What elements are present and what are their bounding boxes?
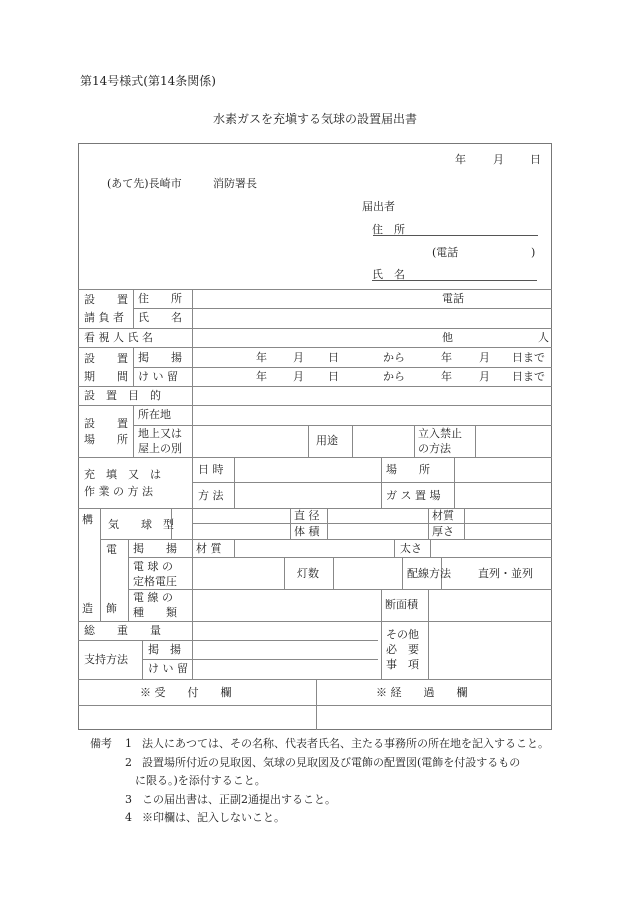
label-notes-items-3-text: ※印欄は、記入しないこと。 bbox=[142, 811, 285, 824]
table-rule bbox=[352, 425, 353, 457]
label-table-contractor-address: 住 所 bbox=[138, 292, 182, 305]
label-table-support-moor: け い 留 bbox=[148, 662, 188, 675]
table-rule bbox=[78, 621, 552, 622]
form-number: 第14号様式(第14条関係) bbox=[80, 74, 216, 88]
label-table-structure-material: 材質 bbox=[432, 509, 454, 522]
label-table-period-rows-1-y1: 年 bbox=[256, 370, 267, 383]
label-table-total-weight: 総 重 量 bbox=[84, 624, 161, 637]
label-table-period-rows-0-d1: 日 bbox=[328, 351, 339, 364]
table-rule bbox=[78, 328, 552, 329]
table-rule bbox=[192, 482, 552, 483]
table-rule bbox=[133, 425, 552, 426]
label-table-watcher-label: 看 視 人 氏 名 bbox=[84, 331, 153, 344]
table-rule bbox=[100, 539, 552, 540]
label-notes-items-0-text: 法人にあつては、その名称、代表者氏名、主たる事務所の所在地を記入すること。 bbox=[142, 737, 549, 750]
label-table-contractor-label2: 請 負 者 bbox=[84, 311, 124, 324]
table-rule bbox=[78, 405, 552, 406]
label-notes-items-0-num: 1 bbox=[125, 737, 132, 750]
label-table-structure-bulb1: 電 球 の bbox=[133, 560, 173, 573]
reception-column: ※ 受 付 欄 bbox=[140, 686, 232, 699]
phone-label: (電話 bbox=[432, 246, 459, 259]
label-table-location-ground-or-roof1: 地上又は bbox=[138, 427, 182, 440]
label-table-location-restrict2: の方法 bbox=[418, 442, 451, 455]
table-rule bbox=[414, 425, 415, 457]
phone-close: ) bbox=[531, 246, 536, 259]
table-rule bbox=[192, 289, 193, 679]
label-table-period-rows-0-label: 掲 揚 bbox=[138, 351, 182, 364]
label-table-period-rows-0-y1: 年 bbox=[256, 351, 267, 364]
label-table-contractor-name: 氏 名 bbox=[138, 311, 182, 324]
addressee: (あて先)長崎市 bbox=[107, 177, 182, 190]
label-table-other-line2: 必 要 bbox=[386, 643, 419, 656]
table-rule bbox=[475, 425, 476, 457]
label-notes-items-1-text: 設置場所付近の見取図、気球の見取図及び電飾の配置図(電飾を付設するもの bbox=[142, 756, 521, 769]
table-rule bbox=[454, 457, 455, 508]
table-rule bbox=[381, 589, 382, 679]
table-rule bbox=[234, 539, 235, 557]
date-year: 年 bbox=[455, 153, 466, 166]
address-field[interactable] bbox=[373, 235, 538, 236]
table-rule bbox=[133, 289, 134, 328]
label-table-filling-place: 場 所 bbox=[386, 463, 430, 476]
label-table-other-line3: 事 項 bbox=[386, 658, 419, 671]
label-table-structure-wiring-options: 直列・並列 bbox=[478, 567, 533, 580]
label-table-period-rows-1-m2: 月 bbox=[479, 370, 490, 383]
label-table-location-use: 用途 bbox=[316, 434, 338, 447]
name-field[interactable] bbox=[372, 280, 537, 281]
label-notes-items-3-num: 4 bbox=[125, 811, 132, 824]
label-table-structure-cross-section: 断面積 bbox=[385, 598, 418, 611]
label-table-structure-volume: 体 積 bbox=[294, 525, 320, 538]
page-title: 水素ガスを充塡する気球の設置届出書 bbox=[213, 112, 418, 126]
table-rule bbox=[284, 557, 285, 589]
label-table-watcher-persons: 人 bbox=[538, 331, 549, 344]
label-table-structure-label-bottom: 造 bbox=[82, 602, 93, 615]
table-rule bbox=[78, 457, 552, 458]
label-table-period-rows-1-d2: 日まで bbox=[512, 370, 545, 383]
label-table-location-restrict1: 立入禁止 bbox=[418, 427, 462, 440]
label-table-filling-datetime: 日 時 bbox=[198, 463, 224, 476]
notes-label: 備考 bbox=[90, 737, 112, 750]
table-rule bbox=[290, 508, 291, 539]
label-table-location-label1: 設 置 bbox=[84, 417, 128, 430]
table-rule bbox=[128, 539, 129, 621]
table-rule bbox=[142, 659, 378, 660]
label-table-period-rows-0-y2: 年 bbox=[441, 351, 452, 364]
table-rule bbox=[402, 557, 403, 589]
table-rule bbox=[428, 508, 429, 539]
label-notes-items-1-text2: に限る。)を添付すること。 bbox=[135, 774, 266, 787]
table-rule bbox=[234, 457, 235, 508]
label-table-other-line1: その他 bbox=[386, 628, 419, 641]
label-notes-items-1-num: 2 bbox=[125, 756, 132, 769]
label-table-period-rows-0-m2: 月 bbox=[479, 351, 490, 364]
label-table-period-label2: 期 間 bbox=[84, 370, 128, 383]
table-rule bbox=[428, 589, 429, 679]
label-table-location-ground-or-roof2: 屋上の別 bbox=[138, 442, 182, 455]
label-table-location-label2: 場 所 bbox=[84, 433, 128, 446]
label-table-support-hoist: 掲 揚 bbox=[148, 643, 181, 656]
table-rule bbox=[464, 508, 465, 539]
table-rule bbox=[133, 347, 134, 386]
label-table-structure-hoist-material: 材 質 bbox=[196, 542, 222, 555]
label-table-structure-balloon-type: 気 球 型 bbox=[108, 518, 174, 531]
label-table-period-rows-0-m1: 月 bbox=[293, 351, 304, 364]
label-table-structure-thickness: 厚さ bbox=[432, 525, 454, 538]
label-table-period-rows-1-y2: 年 bbox=[441, 370, 452, 383]
date-day: 日 bbox=[530, 153, 541, 166]
table-rule bbox=[381, 457, 382, 508]
applicant-label: 届出者 bbox=[362, 200, 395, 213]
label-table-period-rows-1-d1: 日 bbox=[328, 370, 339, 383]
table-rule bbox=[327, 508, 328, 539]
addressee-title: 消防署長 bbox=[213, 177, 257, 190]
table-rule bbox=[78, 679, 552, 680]
date-month: 月 bbox=[493, 153, 504, 166]
label-table-period-rows-1-m1: 月 bbox=[293, 370, 304, 383]
label-table-support-label: 支持方法 bbox=[84, 653, 128, 666]
label-table-structure-hoist-thickness: 太さ bbox=[400, 542, 422, 555]
table-rule bbox=[78, 640, 378, 641]
label-table-watcher-others: 他 bbox=[442, 331, 453, 344]
label-table-contractor-phone: 電話 bbox=[442, 292, 464, 305]
label-table-structure-diameter: 直 径 bbox=[294, 509, 320, 522]
table-rule bbox=[192, 523, 552, 524]
label-table-structure-lamp-count: 灯数 bbox=[297, 567, 319, 580]
table-rule bbox=[100, 508, 101, 621]
table-rule bbox=[430, 539, 431, 557]
label-table-structure-wiring: 配線方法 bbox=[407, 567, 451, 580]
label-table-period-rows-0-from: から bbox=[383, 351, 405, 364]
label-table-structure-label-top: 構 bbox=[82, 513, 93, 526]
label-table-structure-hoist: 掲 揚 bbox=[133, 542, 177, 555]
table-rule bbox=[78, 347, 552, 348]
address-label: 住 所 bbox=[372, 223, 405, 236]
label-table-filling-label1: 充 填 又 は bbox=[84, 468, 161, 481]
label-table-structure-wire1: 電 線 の bbox=[133, 591, 173, 604]
label-table-contractor-label1: 設 置 bbox=[84, 293, 128, 306]
name-label: 氏 名 bbox=[372, 268, 405, 281]
label-table-filling-gas-storage: ガ ス 置 場 bbox=[386, 489, 441, 502]
label-table-period-label1: 設 置 bbox=[84, 352, 128, 365]
table-rule bbox=[316, 679, 317, 730]
label-table-structure-deco-top: 電 bbox=[106, 543, 117, 556]
label-table-filling-label2: 作 業 の 方 法 bbox=[84, 485, 153, 498]
table-rule bbox=[142, 640, 143, 679]
table-rule bbox=[133, 405, 134, 457]
label-table-filling-method: 方 法 bbox=[198, 489, 224, 502]
table-rule bbox=[78, 289, 552, 290]
progress-column: ※ 経 過 欄 bbox=[376, 686, 468, 699]
table-rule bbox=[133, 308, 552, 309]
label-notes-items-2-text: この届出書は、正副2通提出すること。 bbox=[142, 793, 336, 806]
label-table-purpose-label: 設 置 目 的 bbox=[84, 389, 161, 402]
table-rule bbox=[133, 367, 552, 368]
table-rule bbox=[333, 557, 334, 589]
label-table-location-address: 所在地 bbox=[138, 408, 171, 421]
label-table-period-rows-1-from: から bbox=[383, 370, 405, 383]
table-rule bbox=[78, 386, 552, 387]
table-rule bbox=[308, 425, 309, 457]
label-table-period-rows-1-label: け い 留 bbox=[138, 370, 178, 383]
label-table-structure-wire2: 種 類 bbox=[133, 606, 177, 619]
label-table-period-rows-0-d2: 日まで bbox=[512, 351, 545, 364]
label-notes-items-2-num: 3 bbox=[125, 793, 132, 806]
table-rule bbox=[78, 705, 552, 706]
label-table-structure-deco-bottom: 飾 bbox=[106, 602, 117, 615]
table-rule bbox=[394, 539, 395, 557]
label-table-structure-bulb2: 定格電圧 bbox=[133, 575, 177, 588]
